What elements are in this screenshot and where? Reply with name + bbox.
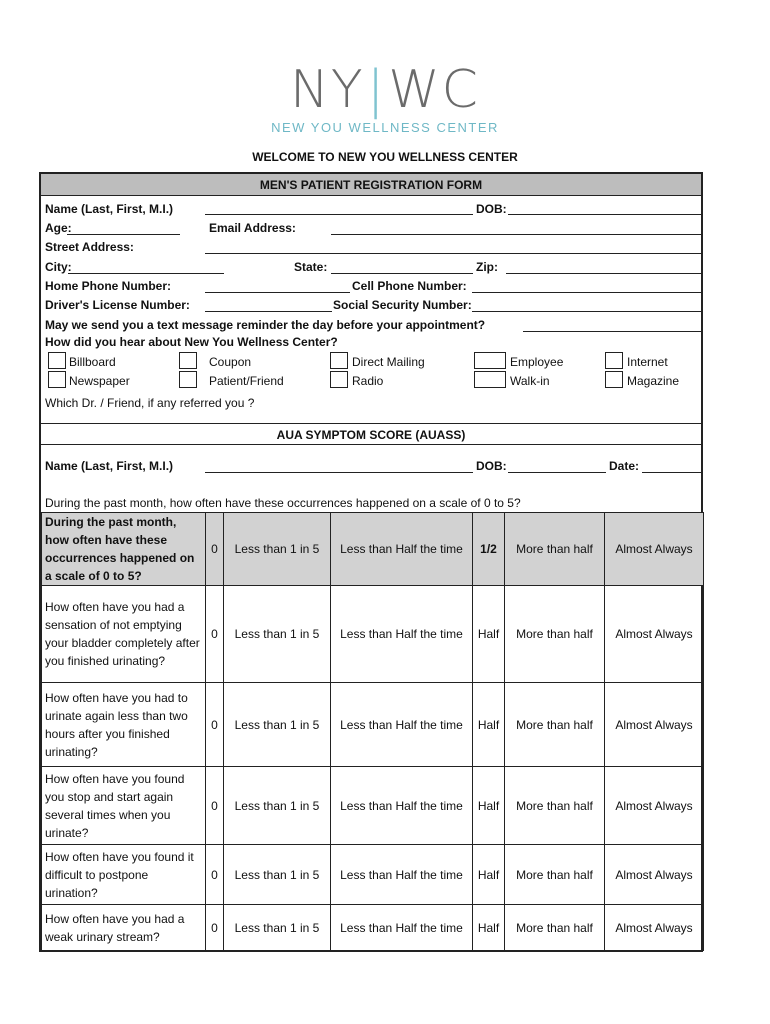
score-5-cell[interactable]: Almost Always — [605, 586, 704, 683]
ssn-field[interactable] — [472, 311, 701, 312]
patient-friend-label: Patient/Friend — [209, 374, 284, 388]
referred-by-question: Which Dr. / Friend, if any referred you ? — [45, 396, 255, 410]
score-table-header-row — [42, 513, 704, 586]
score-1-cell[interactable]: Less than 1 in 5 — [224, 683, 331, 767]
score-0-cell[interactable]: 0 — [206, 586, 224, 683]
score-0-cell[interactable]: 0 — [206, 767, 224, 845]
table-row — [42, 845, 704, 905]
scale-instruction: During the past month, how often have these occurrences happened on a scale of 0 to 5? — [45, 496, 521, 510]
welcome-heading: WELCOME TO NEW YOU WELLNESS CENTER — [252, 150, 518, 164]
walk-in-label: Walk-in — [510, 374, 550, 388]
score-0-cell[interactable]: 0 — [206, 683, 224, 767]
row-question: How often have you found it difficult to postpone urination? — [42, 845, 206, 905]
row-question: How often have you had a sensation of not emptying your bladder completely after you finished urinating? — [42, 586, 206, 683]
score-2-cell[interactable]: Less than Half the time — [331, 586, 473, 683]
logo-subtitle: NEW YOU WELLNESS CENTER — [271, 120, 499, 135]
dob-label: DOB: — [476, 202, 507, 216]
zip-label: Zip: — [476, 260, 498, 274]
auass-score-table — [41, 512, 704, 951]
header-score-0: 0 — [206, 513, 224, 586]
radio-label: Radio — [352, 374, 384, 388]
score-5-cell[interactable]: Almost Always — [605, 767, 704, 845]
score-3-cell[interactable]: Half — [473, 845, 505, 905]
score-1-cell[interactable]: Less than 1 in 5 — [224, 905, 331, 951]
billboard-checkbox[interactable] — [48, 352, 66, 369]
state-label: State: — [294, 260, 328, 274]
header-score-1: Less than 1 in 5 — [224, 513, 331, 586]
ssn-label: Social Security Number: — [333, 298, 472, 312]
header-question: During the past month, how often have these occurrences happened on a scale of 0 to 5? — [42, 513, 206, 586]
score-5-cell[interactable]: Almost Always — [605, 845, 704, 905]
cell-phone-label: Cell Phone Number: — [352, 279, 467, 293]
score-1-cell[interactable]: Less than 1 in 5 — [224, 845, 331, 905]
auass-dob-field[interactable] — [508, 472, 606, 473]
logo-mark-separator: | — [366, 60, 387, 120]
newspaper-label: Newspaper — [69, 374, 130, 388]
street-label: Street Address: — [45, 240, 134, 254]
score-3-cell[interactable]: Half — [473, 905, 505, 951]
score-1-cell[interactable]: Less than 1 in 5 — [224, 767, 331, 845]
header-score-4: More than half — [505, 513, 605, 586]
home-phone-label: Home Phone Number: — [45, 279, 172, 293]
score-4-cell[interactable]: More than half — [505, 586, 605, 683]
age-field[interactable] — [67, 234, 180, 235]
city-label: City: — [45, 260, 72, 274]
state-field[interactable] — [331, 273, 473, 274]
logo-mark-right: WC — [388, 60, 480, 120]
internet-label: Internet — [627, 355, 668, 369]
score-2-cell[interactable]: Less than Half the time — [331, 683, 473, 767]
license-field[interactable] — [205, 311, 332, 312]
row-question: How often have you had a weak urinary stream? — [42, 905, 206, 951]
age-label: Age: — [45, 221, 72, 235]
name-label: Name (Last, First, M.I.) — [45, 202, 174, 216]
hear-about-question: How did you hear about New You Wellness Center? — [45, 335, 338, 349]
score-1-cell[interactable]: Less than 1 in 5 — [224, 586, 331, 683]
name-field[interactable] — [205, 214, 473, 215]
score-4-cell[interactable]: More than half — [505, 767, 605, 845]
cell-phone-field[interactable] — [472, 292, 701, 293]
nywc-logo — [0, 62, 770, 135]
score-3-cell[interactable]: Half — [473, 683, 505, 767]
email-label: Email Address: — [209, 221, 296, 235]
internet-checkbox[interactable] — [605, 352, 623, 369]
patient-friend-checkbox[interactable] — [179, 371, 197, 388]
score-5-cell[interactable]: Almost Always — [605, 905, 704, 951]
walk-in-checkbox[interactable] — [474, 371, 506, 388]
score-5-cell[interactable]: Almost Always — [605, 683, 704, 767]
score-0-cell[interactable]: 0 — [206, 845, 224, 905]
header-score-3: 1/2 — [473, 513, 505, 586]
dob-field[interactable] — [508, 214, 701, 215]
score-4-cell[interactable]: More than half — [505, 845, 605, 905]
radio-checkbox[interactable] — [330, 371, 348, 388]
direct-mailing-label: Direct Mailing — [352, 355, 425, 369]
registration-header: MEN'S PATIENT REGISTRATION FORM — [41, 174, 701, 196]
magazine-checkbox[interactable] — [605, 371, 623, 388]
zip-field[interactable] — [506, 273, 701, 274]
magazine-label: Magazine — [627, 374, 680, 388]
text-reminder-question: May we send you a text message reminder the day before your appointment? — [45, 318, 486, 332]
score-4-cell[interactable]: More than half — [505, 905, 605, 951]
auass-name-field[interactable] — [205, 472, 473, 473]
street-field[interactable] — [205, 253, 701, 254]
home-phone-field[interactable] — [205, 292, 350, 293]
auass-date-label: Date: — [609, 459, 640, 473]
row-question: How often have you found you stop and start again several times when you urinate? — [42, 767, 206, 845]
coupon-checkbox[interactable] — [179, 352, 197, 369]
table-row — [42, 905, 704, 951]
email-field[interactable] — [331, 234, 701, 235]
score-3-cell[interactable]: Half — [473, 767, 505, 845]
header-score-5: Almost Always — [605, 513, 704, 586]
auass-header: AUA SYMPTOM SCORE (AUASS) — [41, 423, 701, 445]
auass-date-field[interactable] — [642, 472, 701, 473]
score-2-cell[interactable]: Less than Half the time — [331, 905, 473, 951]
table-row — [42, 586, 704, 683]
score-0-cell[interactable]: 0 — [206, 905, 224, 951]
license-label: Driver's License Number: — [45, 298, 190, 312]
header-score-2: Less than Half the time — [331, 513, 473, 586]
row-question: How often have you had to urinate again less than two hours after you finished urinating? — [42, 683, 206, 767]
logo-mark-left: NY — [290, 60, 365, 120]
billboard-label: Billboard — [69, 355, 116, 369]
auass-name-label: Name (Last, First, M.I.) — [45, 459, 174, 473]
score-2-cell[interactable]: Less than Half the time — [331, 767, 473, 845]
employee-label: Employee — [510, 355, 564, 369]
direct-mailing-checkbox[interactable] — [330, 352, 348, 369]
newspaper-checkbox[interactable] — [48, 371, 66, 388]
city-field[interactable] — [68, 273, 224, 274]
text-reminder-field[interactable] — [523, 331, 701, 332]
employee-checkbox[interactable] — [474, 352, 506, 369]
coupon-label: Coupon — [209, 355, 252, 369]
score-4-cell[interactable]: More than half — [505, 683, 605, 767]
table-row — [42, 767, 704, 845]
table-row — [42, 683, 704, 767]
score-3-cell[interactable]: Half — [473, 586, 505, 683]
score-2-cell[interactable]: Less than Half the time — [331, 845, 473, 905]
logo-mark — [0, 62, 770, 118]
auass-dob-label: DOB: — [476, 459, 507, 473]
